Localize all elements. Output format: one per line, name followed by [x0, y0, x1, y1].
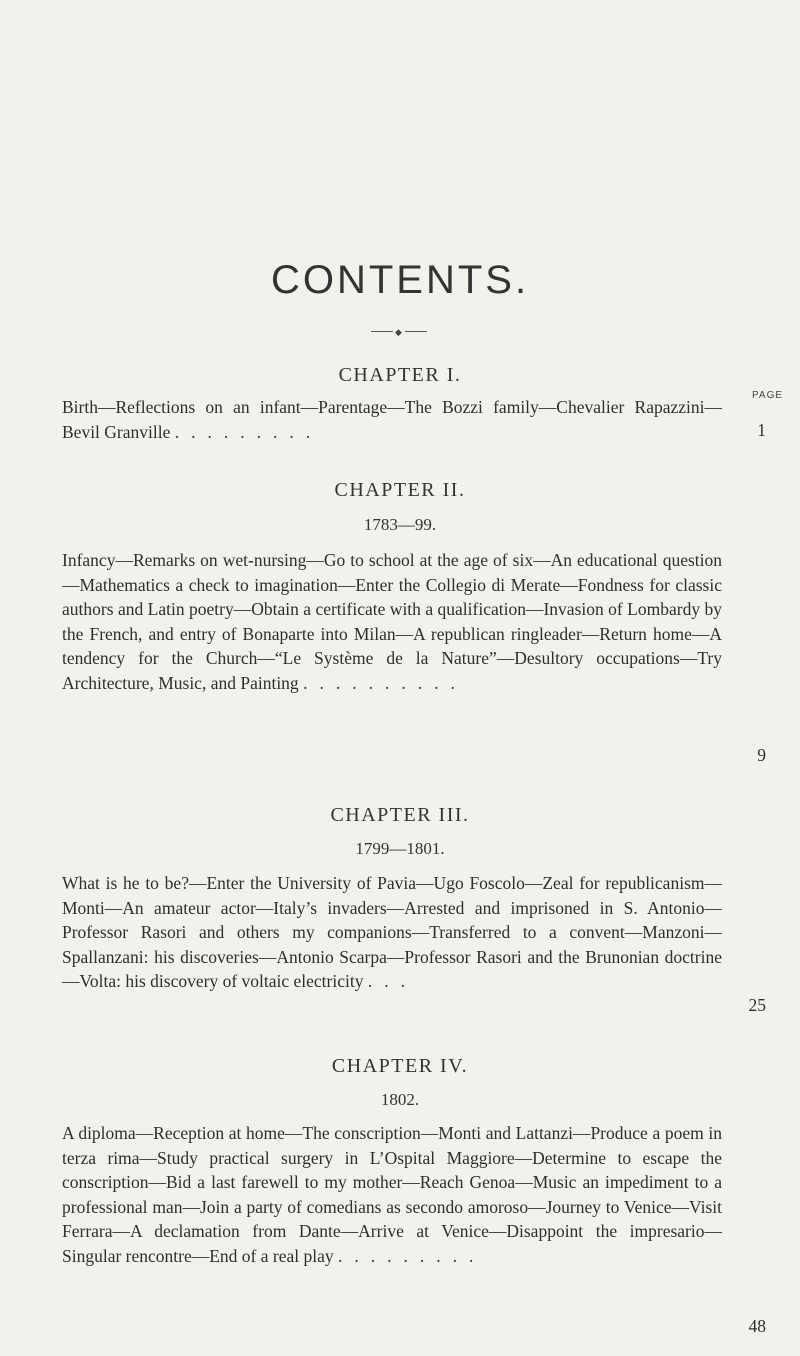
- chapter-4-years: 1802.: [380, 1090, 420, 1109]
- chapter-4-page: 48: [748, 1316, 766, 1336]
- chapter-2-years: 1783—99.: [363, 515, 437, 534]
- chapter-4-summary-text: A diploma—Reception at home—The conscription—Monti and Lattanzi—Produce a poem in terza rima—Study practical surgery in L’Ospital Maggiore—Determine to escape the conscription—Bid a last farewell to my mother—Reach Genoa—Music an impediment to a professional man—Join a party of comedians as secondo amoroso—Journey to Venice—Visit Ferrara—A declamation from Dante—Arrive at Venice—Disappoint the impresario—Singular rencontre—End of a real play: [62, 1123, 722, 1266]
- chapter-4-heading: CHAPTER IV.: [331, 1055, 469, 1077]
- page-column-label: PAGE: [752, 390, 784, 401]
- chapter-4-summary: [62, 1121, 722, 1268]
- title-ornament: [371, 327, 427, 337]
- ornament-line-left: [371, 331, 393, 332]
- chapter-1-summary: [62, 395, 722, 444]
- chapter-2-page: 9: [757, 745, 766, 765]
- diamond-icon: ◆: [395, 327, 402, 337]
- chapter-3-page: 25: [748, 995, 766, 1015]
- dot-leader: .........: [174, 421, 323, 442]
- chapter-1-summary-text: Birth—Reflections on an infant—Parentage—The Bozzi family—Chevalier Rapazzini—Bevil Granville: [62, 397, 722, 442]
- chapter-1-page: 1: [757, 420, 766, 440]
- chapter-3-years: 1799—1801.: [355, 839, 445, 858]
- ornament-line-right: [405, 331, 427, 332]
- chapter-2-summary: [62, 548, 722, 695]
- chapter-3-summary-text: What is he to be?—Enter the University of Pavia—Ugo Foscolo—Zeal for republicanism—Monti—An amateur actor—Italy’s invaders—Arrested and imprisoned in S. Antonio—Professor Rasori and others my companions—Transferred to a convent—Manzoni—Spallanzani: his discoveries—Antonio Scarpa—Professor Rasori and the Brunonian doctrine—Volta: his discovery of voltaic electricity: [62, 873, 722, 991]
- chapter-2-summary-text: Infancy—Remarks on wet-nursing—Go to school at the age of six—An educational question—Mathematics a check to imagination—Enter the Collegio di Merate—Fondness for classic authors and Latin poetry—Obtain a certificate with a qualification—Invasion of Lombardy by the French, and entry of Bonaparte into Milan—A republican ringleader—Return home—A tendency for the Church—“Le Système de la Nature”—Desultory occupations—Try Architecture, Music, and Painting: [62, 550, 722, 693]
- chapter-3-summary: [62, 871, 722, 994]
- chapter-3-heading: CHAPTER III.: [330, 804, 470, 826]
- dot-leader: ...: [367, 971, 417, 991]
- page-title: CONTENTS.: [270, 258, 530, 302]
- chapter-1-heading: CHAPTER I.: [338, 364, 462, 386]
- dot-leader: .........: [338, 1245, 486, 1266]
- chapter-2-heading: CHAPTER II.: [334, 479, 466, 501]
- dot-leader: ..........: [303, 672, 467, 693]
